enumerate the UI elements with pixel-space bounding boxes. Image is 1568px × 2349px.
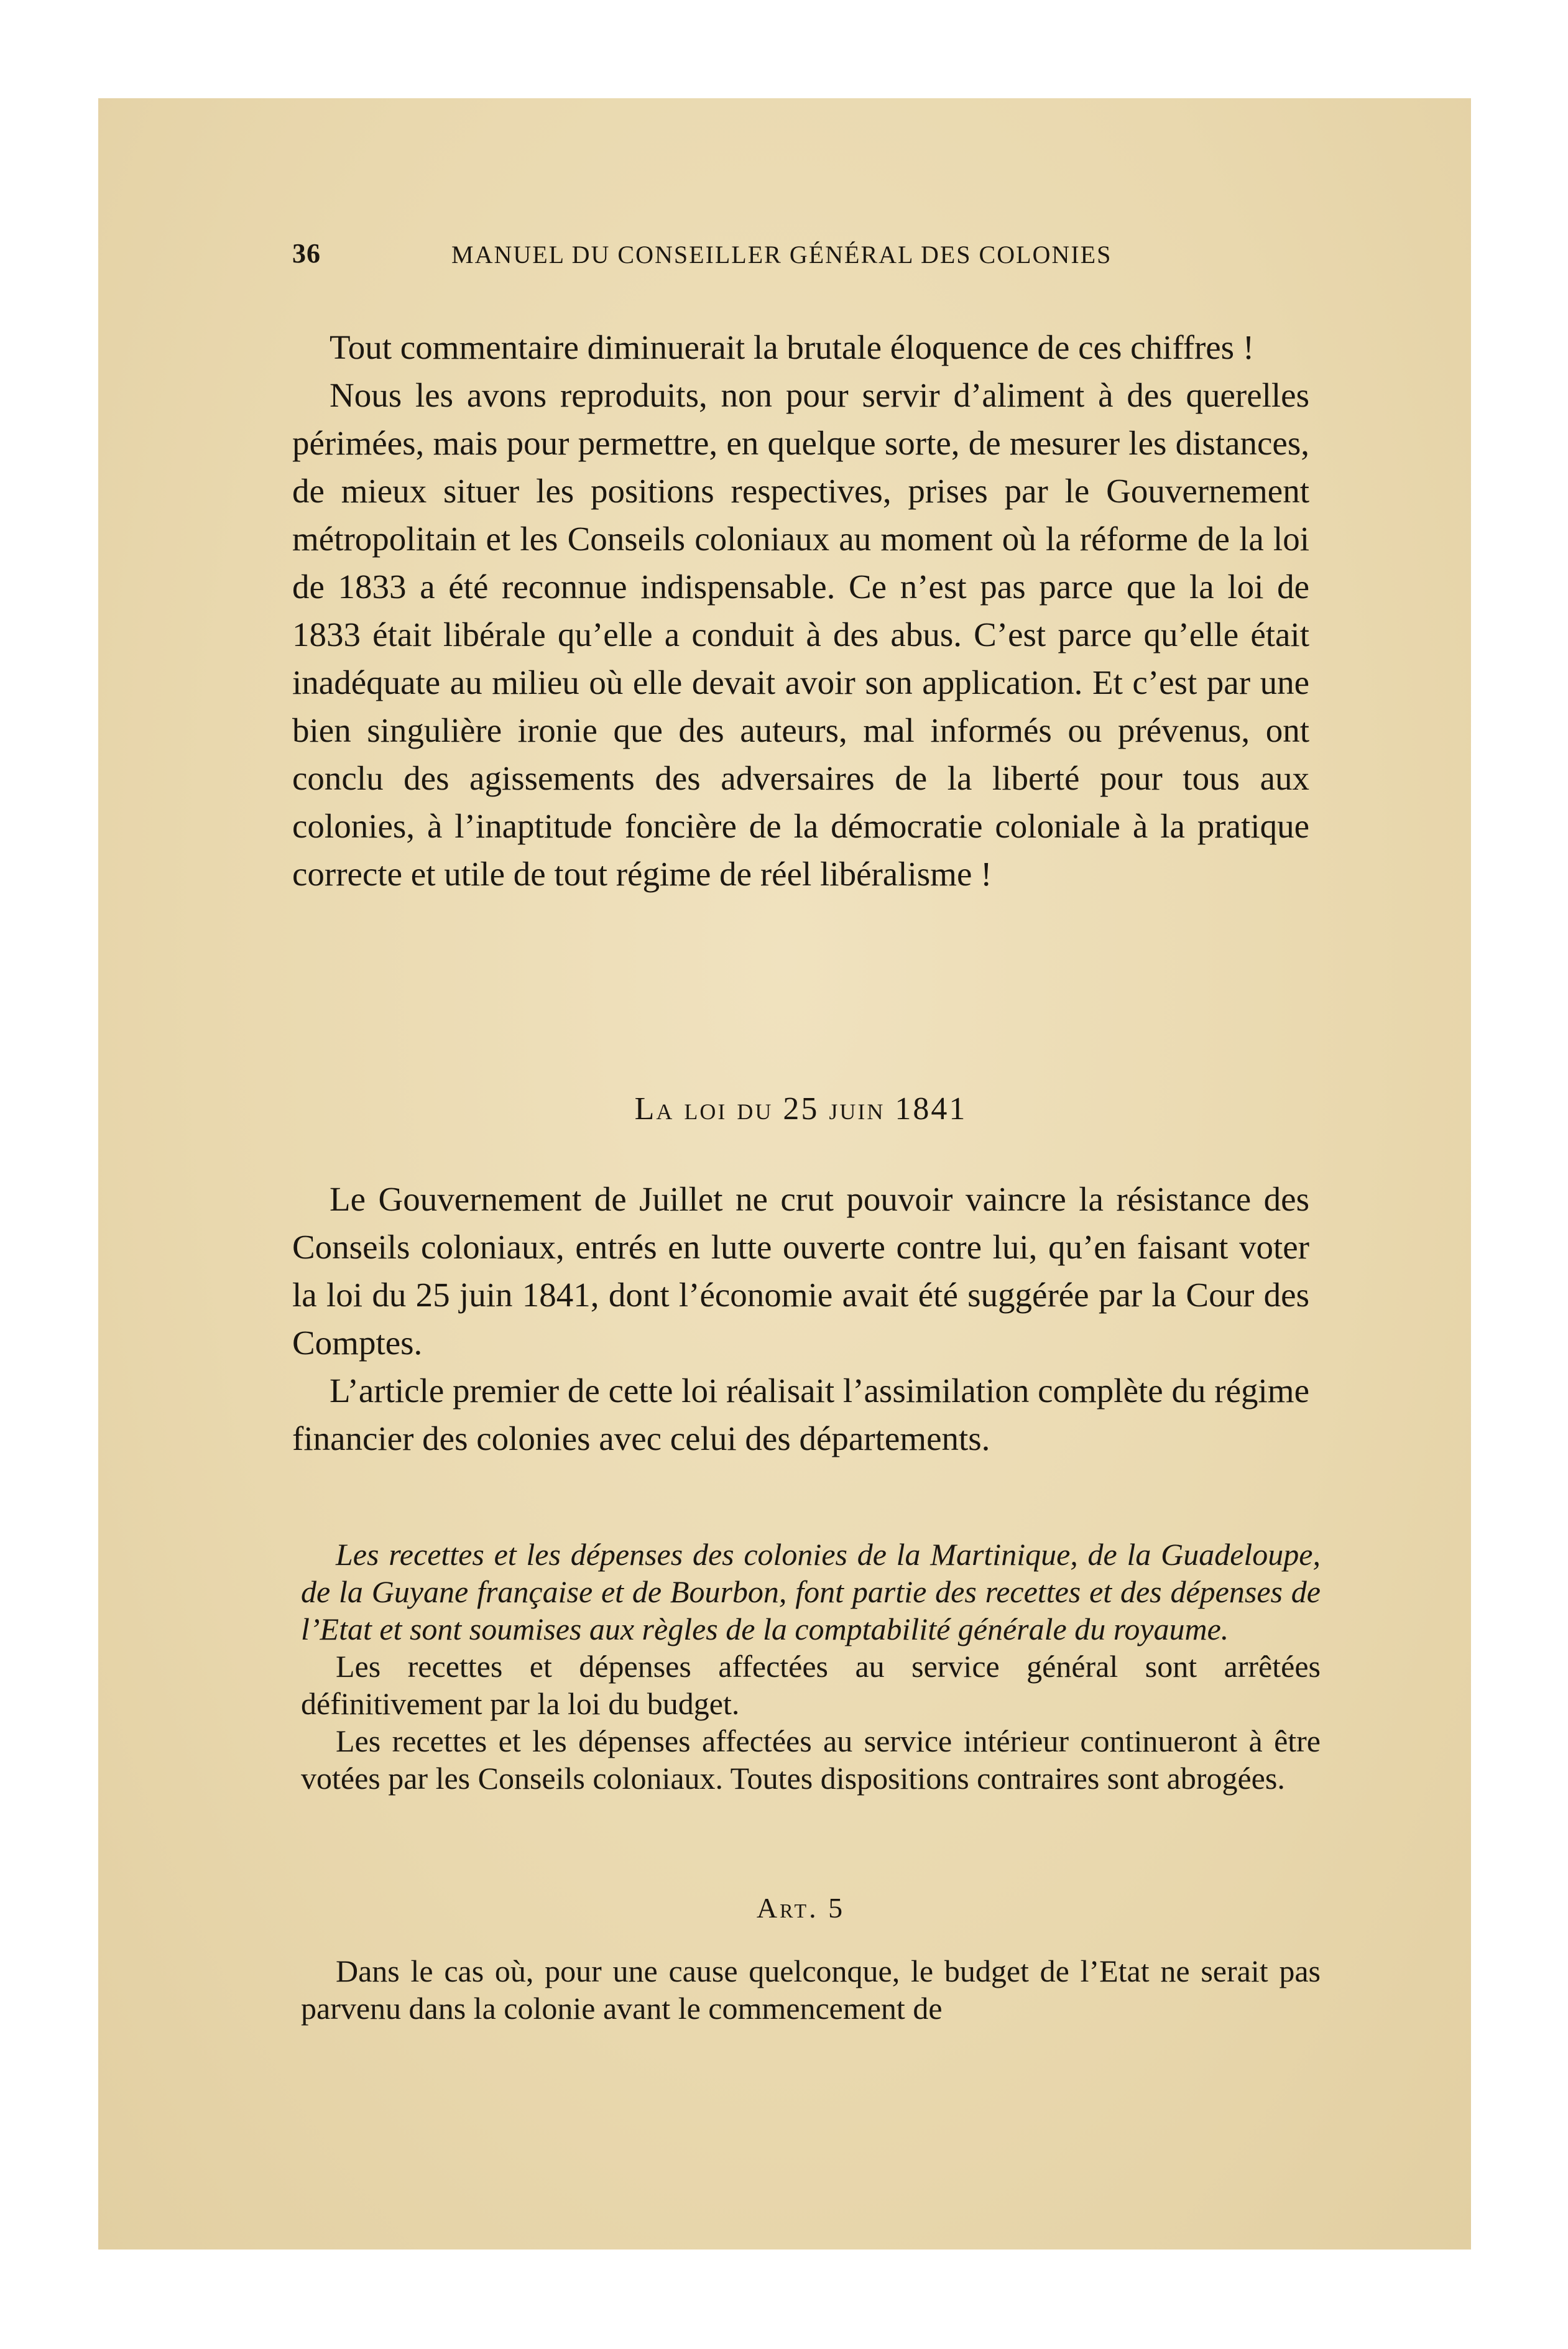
intro-text: [292, 323, 1309, 898]
intro-paragraph-1: Tout commentaire diminuerait la brutale éloquence de ces chiffres !: [330, 328, 1255, 366]
section-paragraph-2: L’article premier de cette loi réalisait l’assimilation complète du régime financier des colonies avec celui des départements.: [292, 1372, 1309, 1457]
law-quote: [301, 1536, 1321, 1797]
article-text: [301, 1952, 1321, 2027]
section-paragraph-1: Le Gouvernement de Juillet ne crut pouvoir vaincre la résistance des Conseils coloniaux, entrés en lutte ouverte contre lui, qu’en faisant voter la loi du 25 juin 1841, dont l’économie avait été suggérée par la Cour des Comptes.: [292, 1180, 1309, 1362]
article-heading: Art. 5: [756, 1892, 846, 1924]
article-paragraph-1: Dans le cas où, pour une cause quelconque, le budget de l’Etat ne serait pas parvenu dans la colonie avant le commencement de: [301, 1954, 1321, 2026]
running-title: MANUEL DU CONSEILLER GÉNÉRAL DES COLONIES: [451, 241, 1112, 269]
section-heading: La loi du 25 juin 1841: [634, 1091, 967, 1127]
quote-paragraph-3: Les recettes et les dépenses affectées au service intérieur continueront à être votées par les Conseils coloniaux. Toutes dispositions contraires sont abrogées.: [301, 1724, 1321, 1796]
page-number: 36: [292, 238, 321, 269]
quote-paragraph-2: Les recettes et dépenses affectées au service général sont arrêtées définitivement par la loi du budget.: [301, 1649, 1321, 1721]
quote-paragraph-1: Les recettes et les dépenses des colonies de la Martinique, de la Guadeloupe, de la Guyane française et de Bourbon, font partie des recettes et des dépenses de l’Etat et sont soumises aux règles de la comptabilité générale du royaume.: [301, 1537, 1321, 1646]
section-text: [292, 1175, 1309, 1462]
intro-paragraph-2: Nous les avons reproduits, non pour servir d’aliment à des querelles périmées, mais pour permettre, en quelque sorte, de mesurer les distances, de mieux situer les positions respectives, prises par le Gouvernement métropolitain et les Conseils coloniaux au moment où la réforme de la loi de 1833 a été reconnue indispensable. Ce n’est pas parce que la loi de 1833 était libérale qu’elle a conduit à des abus. C’est parce qu’elle était inadéquate au milieu où elle devait avoir son application. Et c’est par une bien singulière ironie que des auteurs, mal informés ou prévenus, ont conclu des agissements des adversaires de la liberté pour tous aux colonies, à l’inaptitude foncière de la démocratie coloniale à la pratique correcte et utile de tout régime de réel libéralisme !: [292, 376, 1309, 893]
